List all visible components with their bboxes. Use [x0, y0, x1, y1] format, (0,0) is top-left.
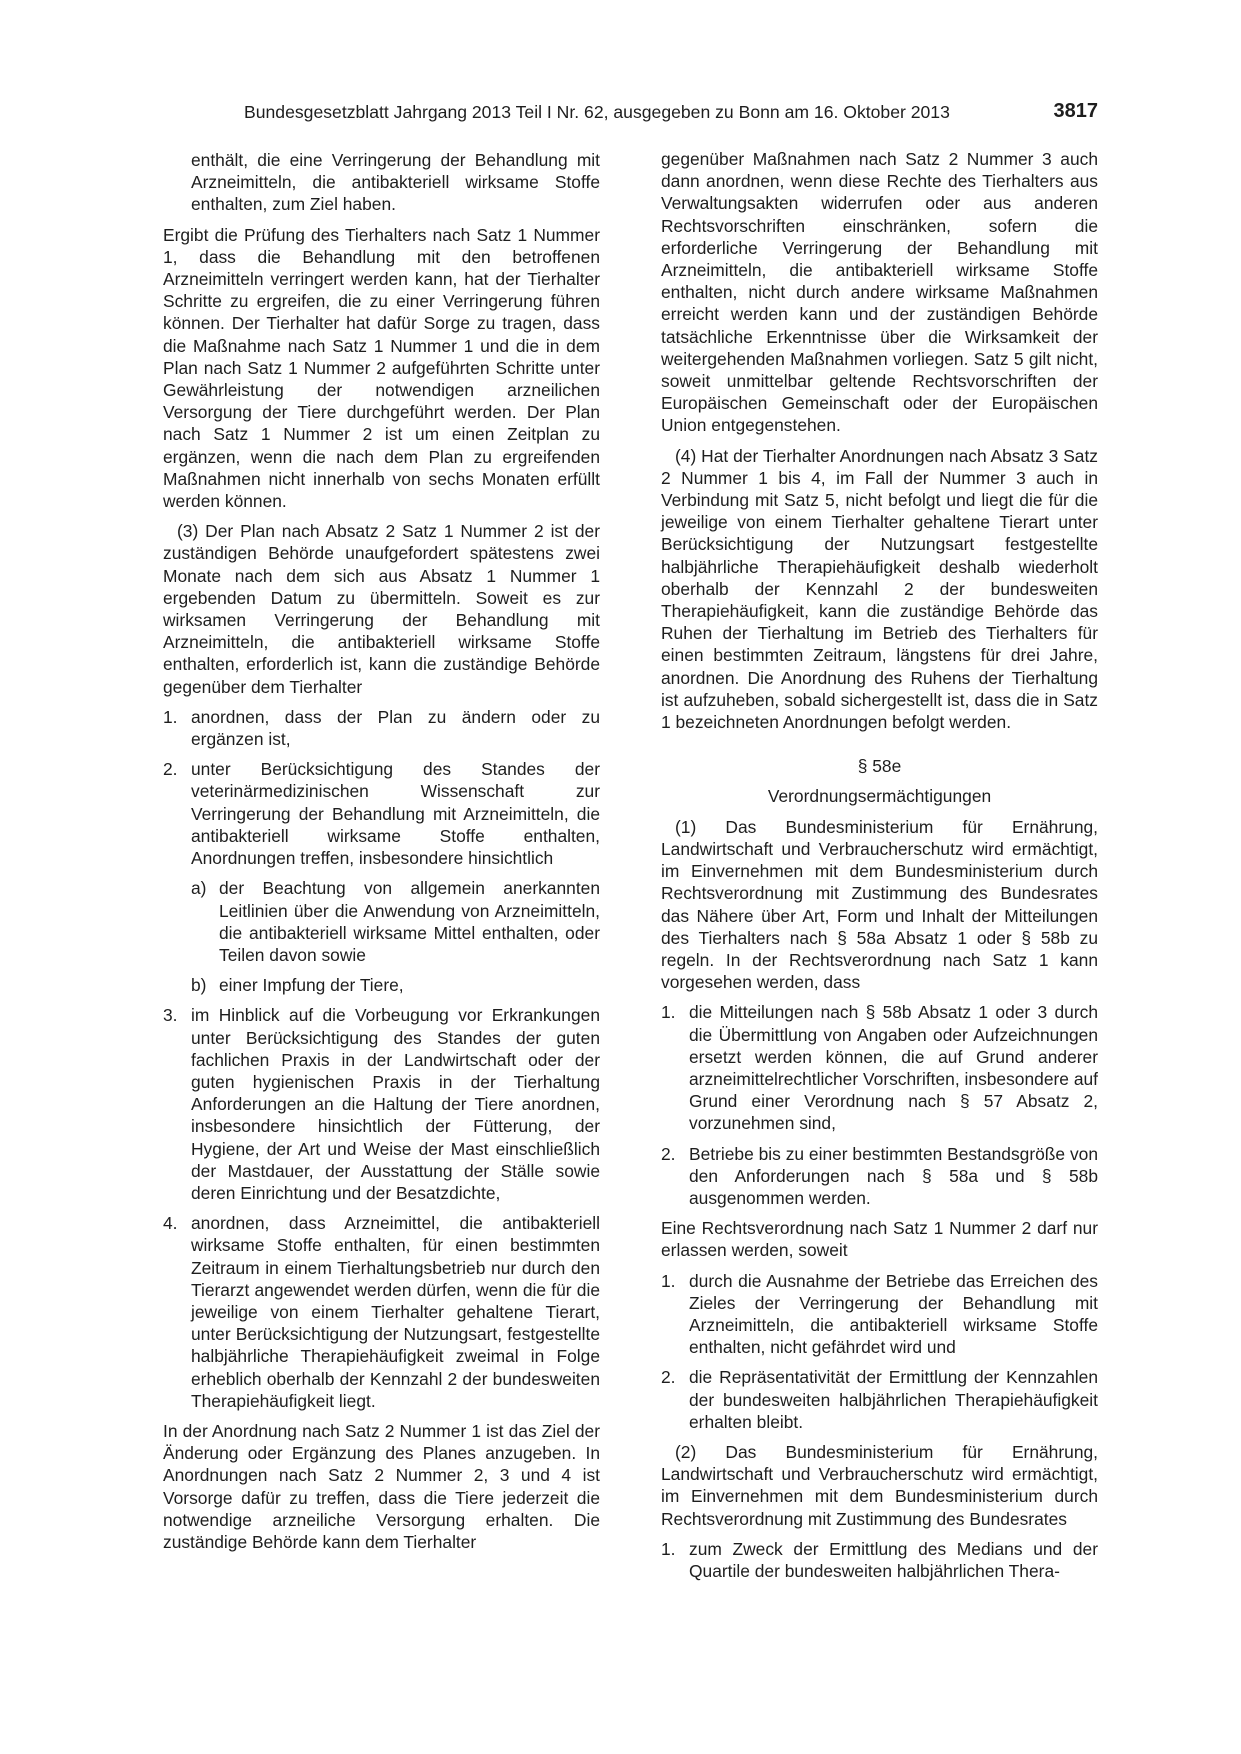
section-title: Verordnungsermächtigungen: [767, 786, 992, 807]
list-number: 3.: [163, 1005, 178, 1026]
list-item: [661, 1270, 1098, 1359]
list-text: im Hinblick auf die Vorbeugung vor Erkrankungen unter Berücksichtigung des Standes der guten fachlichen Praxis in der Landwirtschaft oder der guten hygienischen Praxis in der Tierhaltung Anforderungen an die Haltung der Tiere anordnen, insbesondere hinsichtlich der Fütterung, der Hygiene, der Art und Weise der Mast einschließlich der Mastdauer, der Ausstattung der Ställe sowie deren Einrichtung und der Besatzdichte,: [191, 1005, 600, 1203]
paragraph-absatz-2: (2) Das Bundesministerium für Ernährung, Landwirtschaft und Verbraucherschutz wird ermächtigt, im Einvernehmen mit dem Bundesministerium durch Rechtsverordnung mit Zustimmung des Bundesrates: [661, 1441, 1098, 1529]
list-number: 1.: [163, 706, 178, 727]
sub-list-letter: b): [191, 975, 207, 996]
list-item: [661, 1538, 1098, 1582]
list-number: 1.: [661, 1002, 676, 1023]
list-item: [661, 1143, 1098, 1210]
list-text: die Repräsentativität der Ermittlung der Kennzahlen der bundesweiten halbjährlichen Therapiehäufigkeit erhalten bleibt.: [689, 1367, 1098, 1432]
list-item: [163, 1212, 600, 1412]
list-text: durch die Ausnahme der Betriebe das Erreichen des Zieles der Verringerung der Behandlung mit Arzneimitteln, die antibakteriell wirksame Stoffe enthalten, nicht gefährdet wird und: [689, 1270, 1098, 1358]
list-number: 2.: [661, 1143, 676, 1164]
sub-list-text: der Beachtung von allgemein anerkannten Leitlinien über die Anwendung von Arzneimitteln, die antibakteriell wirksame Mittel enthalten, oder Teilen davon sowie: [219, 878, 600, 965]
paragraph: Eine Rechtsverordnung nach Satz 1 Nummer 2 darf nur erlassen werden, soweit: [661, 1218, 1098, 1261]
paragraph-absatz-1: (1) Das Bundesministerium für Ernährung, Landwirtschaft und Verbraucherschutz wird ermächtigt, im Einvernehmen mit dem Bundesministerium durch Rechtsverordnung mit Zustimmung des Bundesrates das Nähere über Art, Form und Inhalt der Mitteilungen des Tierhalters nach § 58a Absatz 1 oder § 58b zu regeln. In der Rechtsverordnung nach Satz 1 kann vorgesehen werden, dass: [661, 816, 1098, 993]
list-text: anordnen, dass der Plan zu ändern oder zu ergänzen ist,: [191, 706, 600, 750]
right-column: [661, 148, 1098, 1590]
list-item: [163, 1004, 600, 1204]
list-text: die Mitteilungen nach § 58b Absatz 1 oder 3 durch die Übermittlung von Angaben oder Aufzeichnungen ersetzt werden können, die auf Grund anderer arzneimittelrechtlicher Vorschriften, insbesondere auf Grund einer Verordnung nach § 57 Absatz 2, vorzunehmen sind,: [689, 1002, 1098, 1134]
list-number: 2.: [661, 1367, 676, 1388]
sub-list-item: [191, 877, 600, 966]
list-item: [661, 1366, 1098, 1433]
paragraph: gegenüber Maßnahmen nach Satz 2 Nummer 3 auch dann anordnen, wenn diese Rechte des Tierhalters aus Verwaltungsakten widerrufen oder aus anderen Rechtsvorschriften einschränken, sofern die erforderliche Verringerung der Behandlung mit Arzneimitteln, die antibakteriell wirksame Stoffe enthalten, nicht durch andere wirksame Maßnahmen erreicht werden kann und der zuständigen Behörde tatsächliche Erkenntnisse über die Wirksamkeit der weitergehenden Maßnahmen vorliegen. Satz 5 gilt nicht, soweit unmittelbar geltende Rechtsvorschriften der Europäischen Gemeinschaft oder der Europäischen Union entgegenstehen.: [661, 149, 1098, 436]
list-number: 2.: [163, 759, 178, 780]
sub-list-text: einer Impfung der Tiere,: [219, 975, 404, 996]
list-text: unter Berücksichtigung des Standes der veterinärmedizinischen Wissenschaft zur Verringerung der Behandlung mit Arzneimitteln, die antibakteriell wirksame Stoffe enthalten, Anordnungen treffen, insbesondere hinsichtlich: [191, 759, 600, 869]
paragraph-absatz-3: (3) Der Plan nach Absatz 2 Satz 1 Nummer 2 ist der zuständigen Behörde unaufgefordert spätestens zwei Monate nach dem sich aus Absatz 1 Nummer 1 ergebenden Datum zu übermitteln. Soweit es zur wirksamen Verringerung der Behandlung mit Arzneimitteln, die antibakteriell wirksame Stoffe enthalten, erforderlich ist, kann die zuständige Behörde gegenüber dem Tierhalter: [163, 521, 600, 697]
list-text: anordnen, dass Arzneimittel, die antibakteriell wirksame Stoffe enthalten, für einen bestimmten Zeitraum in einem Tierhaltungsbetrieb nur durch den Tierarzt angewendet werden dürfen, wenn die für die jeweilige von einem Tierhalter gehaltene Tierart, unter Berücksichtigung der Nutzungsart, festgestellte halbjährliche Therapiehäufigkeit zweimal in Folge erheblich oberhalb der Kennzahl 2 der bundesweiten Therapiehäufigkeit liegt.: [191, 1213, 600, 1411]
left-column: [163, 149, 600, 1561]
sub-list-item: [191, 974, 600, 996]
paragraph: Ergibt die Prüfung des Tierhalters nach Satz 1 Nummer 1, dass die Behandlung mit den betroffenen Arzneimitteln verringert werden kann, hat der Tierhalter Schritte zu ergreifen, die zu einer Verringerung führen können. Der Tierhalter hat dafür Sorge zu tragen, dass die Maßnahme nach Satz 1 Nummer 1 und die in dem Plan nach Satz 1 Nummer 2 aufgeführten Schritte unter Gewährleistung der notwendigen arzneilichen Versorgung der Tiere durchgeführt werden. Der Plan nach Satz 1 Nummer 2 ist um einen Zeitplan zu ergänzen, wenn die nach dem Plan zu ergreifenden Maßnahmen nicht innerhalb von sechs Monaten erfüllt werden können.: [163, 224, 600, 512]
list-text: zum Zweck der Ermittlung des Medians und der Quartile der bundesweiten halbjährlichen Thera-: [689, 1538, 1098, 1581]
list-number: 1.: [661, 1270, 676, 1291]
list-item: [163, 758, 600, 869]
paragraph: In der Anordnung nach Satz 2 Nummer 1 ist das Ziel der Änderung oder Ergänzung des Planes anzugeben. In Anordnungen nach Satz 2 Nummer 2, 3 und 4 ist Vorsorge dafür zu treffen, dass die Tiere jederzeit die notwendige arzneiliche Versorgung erhalten. Die zuständige Behörde kann dem Tierhalter: [163, 1420, 600, 1552]
section-number: § 58e: [857, 756, 902, 777]
list-number: 1.: [661, 1538, 676, 1559]
paragraph-absatz-4: (4) Hat der Tierhalter Anordnungen nach Absatz 3 Satz 2 Nummer 1 bis 4, im Fall der Nummer 3 auch in Verbindung mit Satz 5, nicht befolgt und liegt die für die jeweilige von einem Tierhalter gehaltene Tierart unter Berücksichtigung der Nutzungsart festgestellte halbjährliche Therapiehäufigkeit deshalb wiederholt oberhalb der Kennzahl 2 der bundesweiten Therapiehäufigkeit, kann die zuständige Behörde das Ruhen der Tierhaltung im Betrieb des Tierhalters für einen bestimmten Zeitraum, längstens für drei Jahre, anordnen. Die Anordnung des Ruhens der Tierhaltung ist aufzuheben, sobald sichergestellt ist, dass die in Satz 1 bezeichneten Anordnungen befolgt werden.: [661, 445, 1098, 733]
list-item: [661, 1001, 1098, 1134]
continued-paragraph: enthält, die eine Verringerung der Behandlung mit Arzneimitteln, die antibakteriell wirksame Stoffe enthalten, zum Ziel haben.: [191, 150, 600, 215]
list-number: 4.: [163, 1213, 178, 1234]
page-number: 3817: [1053, 100, 1098, 122]
list-text: Betriebe bis zu einer bestimmten Bestandsgröße von den Anforderungen nach § 58a und § 58b ausgenommen werden.: [689, 1143, 1098, 1208]
sub-list-letter: a): [191, 878, 207, 899]
header-title: Bundesgesetzblatt Jahrgang 2013 Teil I Nr. 62, ausgegeben zu Bonn am 16. Oktober 2013: [244, 102, 950, 122]
list-item: [163, 706, 600, 750]
